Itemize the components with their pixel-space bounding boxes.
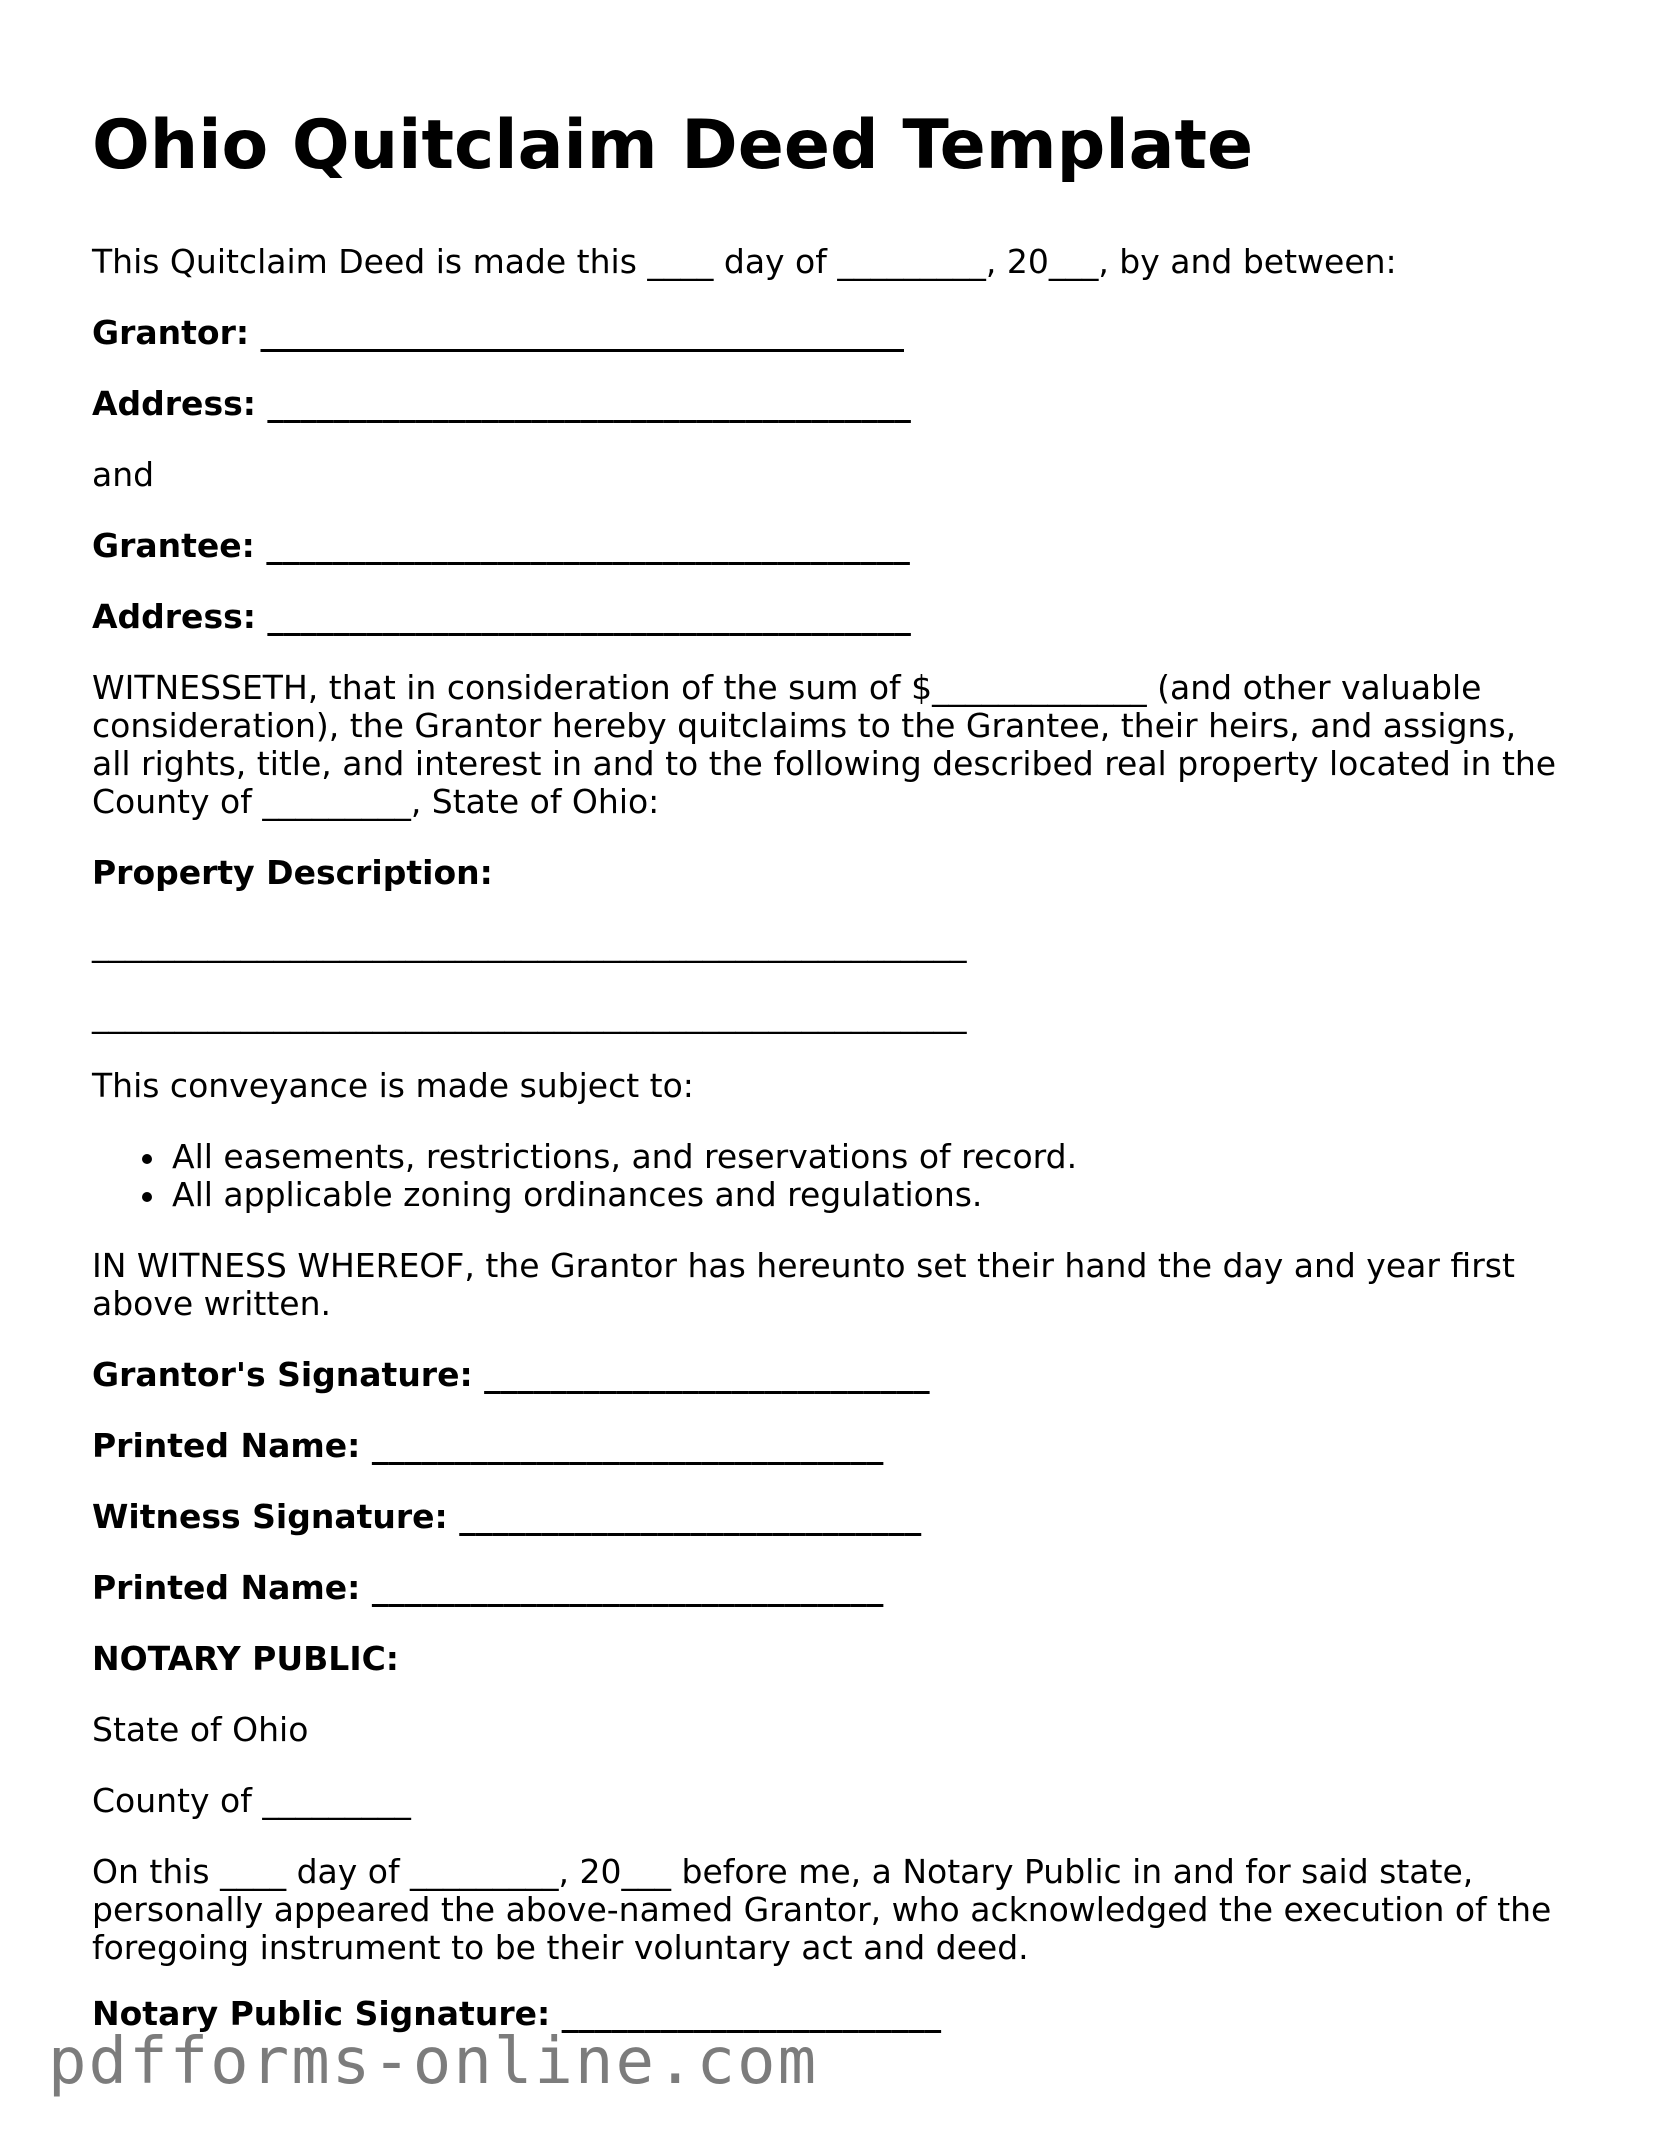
grantee-address-field: Address: _______________________________________ xyxy=(92,597,911,636)
notary-state: State of Ohio xyxy=(92,1710,309,1749)
conditions-list xyxy=(92,1138,1077,1214)
notary-heading: NOTARY PUBLIC: xyxy=(92,1639,400,1678)
grantor-printed-name-field: Printed Name: _______________________________ xyxy=(92,1426,884,1465)
notary-county: County of _________ xyxy=(92,1781,411,1820)
page-title: Ohio Quitclaim Deed Template xyxy=(92,106,1254,185)
subject-to-text: This conveyance is made subject to: xyxy=(92,1066,694,1105)
grantee-field: Grantee: _______________________________________ xyxy=(92,526,910,565)
in-witness-paragraph: IN WITNESS WHEREOF, the Grantor has hereunto set their hand the day and year first above written. xyxy=(92,1246,1515,1323)
grantor-signature-field: Grantor's Signature: ___________________________ xyxy=(92,1355,930,1394)
notary-paragraph: On this ____ day of _________, 20___ before me, a Notary Public in and for said state, personally appeared the above-named Grantor, who acknowledged the execution of the foregoing instrument to be their voluntary act and deed. xyxy=(92,1852,1552,1967)
grantor-address-field: Address: _______________________________________ xyxy=(92,384,911,423)
property-description-line-2: _____________________________________________________ xyxy=(92,995,967,1034)
witness-signature-field: Witness Signature: ____________________________ xyxy=(92,1497,922,1536)
property-description-line-1: _____________________________________________________ xyxy=(92,924,967,963)
intro-text: This Quitclaim Deed is made this ____ day of _________, 20___, by and between: xyxy=(92,242,1397,281)
grantor-field: Grantor: _______________________________________ xyxy=(92,313,905,352)
property-description-heading: Property Description: xyxy=(92,853,493,892)
witnesseth-paragraph: WITNESSETH, that in consideration of the sum of $_____________ (and other valuable consideration), the Grantor hereby quitclaims to the Grantee, their heirs, and assigns, all rights, title, and interest in and to the following described real property located in the County of _________, State of Ohio: xyxy=(92,668,1557,821)
list-item: All applicable zoning ordinances and regulations. xyxy=(172,1176,1077,1214)
list-item: All easements, restrictions, and reservations of record. xyxy=(172,1137,1078,1176)
and-text: and xyxy=(92,455,155,494)
watermark: pdfforms-online.com xyxy=(48,2025,819,2099)
witness-printed-name-field: Printed Name: _______________________________ xyxy=(92,1568,884,1607)
notary-signature-field: Notary Public Signature: _______________________ xyxy=(92,1994,942,2033)
